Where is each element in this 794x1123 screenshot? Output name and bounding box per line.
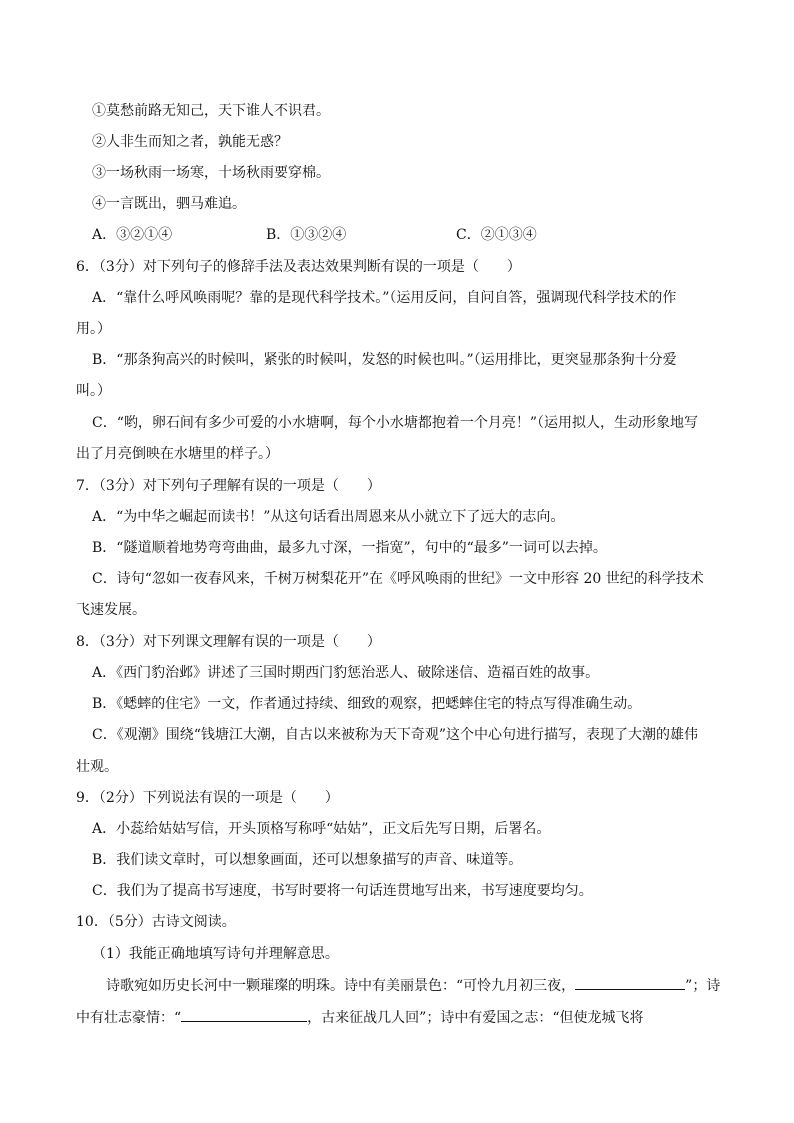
q5-item-3: ③一场秋雨一场寒，十场秋雨要穿棉。 — [92, 165, 330, 181]
answer-blank-2[interactable] — [181, 1007, 307, 1022]
q10-paragraph-line-2 — [76, 1007, 644, 1028]
q10-text-before-blank-2: 中有壮志豪情：“ — [76, 1010, 182, 1026]
q6-option-b-cont: 叫。） — [76, 383, 111, 399]
q10-text-after-blank-2: ，古来征战几人回”；诗中有爱国之志：“但使龙城飞将 — [307, 1010, 644, 1026]
q5-item-4: ④一言既出，驷马难追。 — [92, 196, 246, 212]
q7-stem: 7．（3分）对下列句子理解有误的一项是（ ） — [76, 478, 381, 494]
q5-option-b: B．①③②④ — [266, 227, 347, 243]
q6-option-b: B．“那条狗高兴的时候叫，紧张的时候叫，发怒的时候也叫。”（运用排比，更突显那条狗十分爱 — [92, 352, 677, 368]
q6-option-a: A．“靠什么呼风唤雨呢？靠的是现代科学技术。”（运用反问，自问自答，强调现代科学技术的作 — [92, 290, 677, 306]
q6-option-c: C．“哟，卵石间有多少可爱的小水塘啊，每个小水塘都抱着一个月亮！”（运用拟人，生动形象地写 — [92, 415, 699, 431]
q8-option-c: C．《观潮》围绕“钱塘江大潮，自古以来被称为天下奇观”这个中心句进行描写，表现了大潮的雄伟 — [92, 727, 699, 743]
q10-paragraph-line-1 — [106, 975, 720, 996]
q9-option-a: A．小蕊给姑姑写信，开头顶格写称呼“姑姑”，正文后先写日期，后署名。 — [92, 821, 551, 837]
q5-option-a: A．③②①④ — [92, 227, 173, 243]
q10-text-after-blank-1: ”；诗 — [685, 978, 721, 994]
q8-option-b: B．《蟋蟀的住宅》一文，作者通过持续、细致的观察，把蟋蟀住宅的特点写得准确生动。 — [92, 696, 642, 712]
q9-option-c: C．我们为了提高书写速度，书写时要将一句话连贯地写出来，书写速度要均匀。 — [92, 883, 593, 899]
q6-option-a-cont: 用。） — [76, 321, 111, 337]
q5-item-2: ②人非生而知之者，孰能无惑？ — [92, 134, 288, 150]
q6-option-c-cont: 出了月亮倒映在水塘里的样子。） — [76, 446, 279, 462]
q10-subquestion-1: （1）我能正确地填写诗句并理解意思。 — [92, 946, 339, 962]
answer-blank-1[interactable] — [575, 975, 685, 990]
q9-option-b: B．我们读文章时，可以想象画面，还可以想象描写的声音、味道等。 — [92, 852, 523, 868]
q10-stem: 10．（5分）古诗文阅读。 — [76, 914, 236, 930]
q9-stem: 9．（2分）下列说法有误的一项是（ ） — [76, 790, 339, 806]
q8-option-c-cont: 壮观。 — [76, 759, 118, 775]
q8-stem: 8．（3分）对下列课文理解有误的一项是（ ） — [76, 634, 381, 650]
q7-option-c: C．诗句“忽如一夜春风来，千树万树梨花开”在《呼风唤雨的世纪》一文中形容 20 世纪的科学技术 — [92, 571, 704, 587]
q6-stem: 6．（3分）对下列句子的修辞手法及表达效果判断有误的一项是（ ） — [76, 259, 521, 275]
q5-option-c: C．②①③④ — [456, 227, 537, 243]
q7-option-a: A．“为中华之崛起而读书！”从这句话看出周恩来从小就立下了远大的志向。 — [92, 509, 565, 525]
q10-text-before-blank-1: 诗歌宛如历史长河中一颗璀璨的明珠。诗中有美丽景色：“可怜九月初三夜， — [106, 978, 576, 994]
q7-option-c-cont: 飞速发展。 — [76, 602, 146, 618]
q5-item-1: ①莫愁前路无知己，天下谁人不识君。 — [92, 103, 330, 119]
q7-option-b: B．“隧道顺着地势弯弯曲曲，最多九寸深，一指宽”，句中的“最多”一词可以去掉。 — [92, 540, 607, 556]
q8-option-a: A．《西门豹治邺》讲述了三国时期西门豹惩治恶人、破除迷信、造福百姓的故事。 — [92, 665, 600, 681]
